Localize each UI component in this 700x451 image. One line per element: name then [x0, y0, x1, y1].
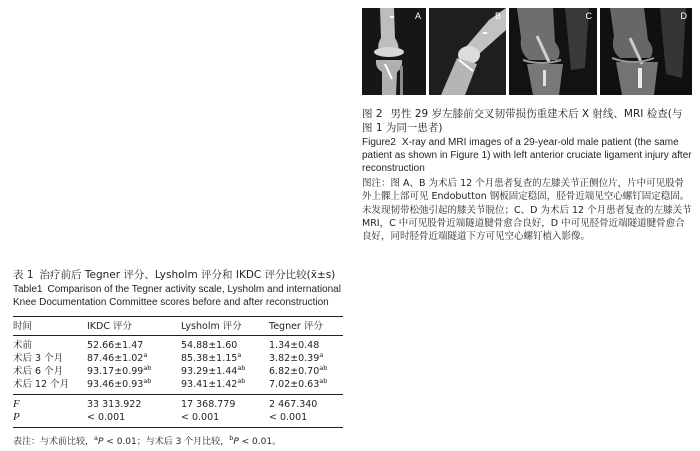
panel-label-c: C — [585, 11, 592, 21]
cell-tegner: 3.82±0.39$^a$ — [269, 350, 324, 364]
table-row — [13, 365, 343, 378]
header-lysholm: Lysholm 评分 — [181, 317, 269, 336]
stat-f-tegner: 2 467.340 — [269, 395, 343, 412]
figure-label-cn: 图 2 — [362, 108, 383, 120]
figure-section — [362, 8, 692, 243]
table-label-cn: 表 1 — [13, 269, 34, 281]
cell-tegner: 1.34±0.48 — [269, 340, 320, 351]
table-section — [13, 268, 343, 447]
cell-lysholm: 54.88±1.60 — [181, 340, 238, 351]
table-title-cn — [13, 268, 343, 282]
figure-caption-en-text: X-ray and MRI images of a 29-year-old male patient (the same patient as shown in Figure 1) with left anterior cruciate ligament injury after reconstruction — [362, 137, 692, 174]
header-ikdc: IKDC 评分 — [87, 317, 181, 336]
xray-lateral-image — [429, 8, 506, 95]
cell-ikdc: 93.46±0.93$^{ab}$ — [87, 376, 152, 390]
stat-p-ikdc: < 0.001 — [87, 411, 181, 428]
xray-ap-image — [362, 8, 426, 95]
panel-label-d: D — [680, 11, 687, 21]
figure-caption-en — [362, 136, 692, 175]
cell-ikdc: 52.66±1.47 — [87, 340, 144, 351]
figure-caption-cn — [362, 107, 692, 135]
cell-lysholm: 85.38±1.15$^a$ — [181, 350, 242, 364]
table-label-en: Table1 — [13, 284, 43, 295]
header-time: 时间 — [13, 317, 87, 336]
stat-label-p: P — [13, 411, 87, 428]
header-tegner: Tegner 评分 — [269, 317, 343, 336]
score-comparison-table — [13, 316, 343, 428]
stat-f-ikdc: 33 313.922 — [87, 395, 181, 412]
figure-caption-cn-text: 男性 29 岁左膝前交叉韧带损伤重建术后 X 射线、MRI 检查(与图 1 为同一患者) — [362, 108, 683, 134]
table-footnote: 表注：与术前比较，$^a$P < 0.01；与术后 3 个月比较，$^b$P < 0.01。 — [13, 434, 282, 447]
panel-label-a: A — [414, 11, 421, 21]
cell-ikdc: 93.17±0.99$^{ab}$ — [87, 363, 152, 377]
cell-tegner: 6.82±0.70$^{ab}$ — [269, 363, 328, 377]
stats-row-p — [13, 411, 343, 428]
table-row — [13, 378, 343, 395]
cell-time: 术后 3 个月 — [13, 353, 64, 364]
cell-time: 术后 6 个月 — [13, 366, 64, 377]
figure-note: 图注：图 A、B 为术后 12 个月患者复查的左膝关节正侧位片，片中可见股骨外上髁上部可见 Endobutton 钢板固定稳固，胫骨近端见空心螺钉固定稳固。未发现韧带松弛引起的膝关节脱位；C、D 为术后 12 个月患者复查的左膝关节 MRI，C 中可见股骨近端隧道腱骨愈合良好，D 中可见胫骨近端隧道腱骨愈合良好，同时胫骨近端隧道下方可见空心螺钉植入影像。 — [362, 178, 692, 243]
table-title-en — [13, 283, 343, 309]
table-header-row — [13, 317, 343, 336]
cell-ikdc: 87.46±1.02$^a$ — [87, 350, 148, 364]
mri-femoral-image — [509, 8, 597, 95]
cell-lysholm: 93.29±1.44$^{ab}$ — [181, 363, 246, 377]
stats-row-f — [13, 395, 343, 412]
mri-tibial-image — [600, 8, 692, 95]
table-row — [13, 336, 343, 353]
panel-label-b: B — [494, 11, 501, 21]
table-caption-cn: 治疗前后 Tegner 评分、Lysholm 评分和 IKDC 评分比较(x̄±s) — [39, 269, 336, 281]
stat-p-lysholm: < 0.001 — [181, 411, 269, 428]
stat-label-f: F — [13, 395, 87, 412]
table-caption-en: Comparison of the Tegner activity scale, Lysholm and international Knee Documentation Committee scores before and after reconstruction — [13, 284, 341, 308]
cell-time: 术后 12 个月 — [13, 379, 70, 390]
figure-label-en: Figure2 — [362, 137, 396, 148]
cell-time: 术前 — [13, 340, 33, 351]
figure-images — [362, 8, 692, 95]
cell-lysholm: 93.41±1.42$^{ab}$ — [181, 376, 246, 390]
stat-p-tegner: < 0.001 — [269, 411, 343, 428]
cell-tegner: 7.02±0.63$^{ab}$ — [269, 376, 328, 390]
table-row — [13, 352, 343, 365]
stat-f-lysholm: 17 368.779 — [181, 395, 269, 412]
